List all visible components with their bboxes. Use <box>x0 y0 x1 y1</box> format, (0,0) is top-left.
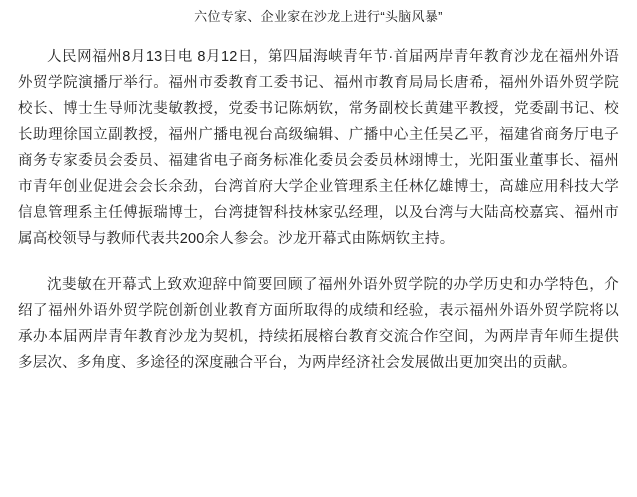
paragraph: 人民网福州8月13日电 8月12日，第四届海峡青年节·首届两岸青年教育沙龙在福州外语外贸学院演播厅举行。福州市委教育工委书记、福州市教育局局长唐希，福州外语外贸学院校长、博士生导师沈斐敏教授，党委书记陈炳钦，常务副校长黄建平教授，党委副书记、校长助理徐国立副教授，福州广播电视台高级编辑、广播中心主任吴乙平，福建省商务厅电子商务专家委员会委员、福建省电子商务标准化委员会委员林翊博士，光阳蛋业董事长、福州市青年创业促进会会长余劲，台湾首府大学企业管理系主任林亿雄博士，高雄应用科技大学信息管理系主任傅振瑞博士，台湾捷智科技林家弘经理，以及台湾与大陆高校嘉宾、福州市属高校领导与教师代表共200余人参会。沙龙开幕式由陈炳钦主持。 <box>18 49 619 247</box>
article-body <box>0 44 637 376</box>
image-caption: 六位专家、企业家在沙龙上进行“头脑风暴” <box>194 9 443 24</box>
paragraph: 沈斐敏在开幕式上致欢迎辞中简要回顾了福州外语外贸学院的办学历史和办学特色，介绍了福州外语外贸学院创新创业教育方面所取得的成绩和经验，表示福州外语外贸学院将以承办本届两岸青年教育沙龙为契机，持续拓展榕台教育交流合作空间，为两岸青年师生提供多层次、多角度、多途径的深度融合平台，为两岸经济社会发展做出更加突出的贡献。 <box>18 277 619 371</box>
